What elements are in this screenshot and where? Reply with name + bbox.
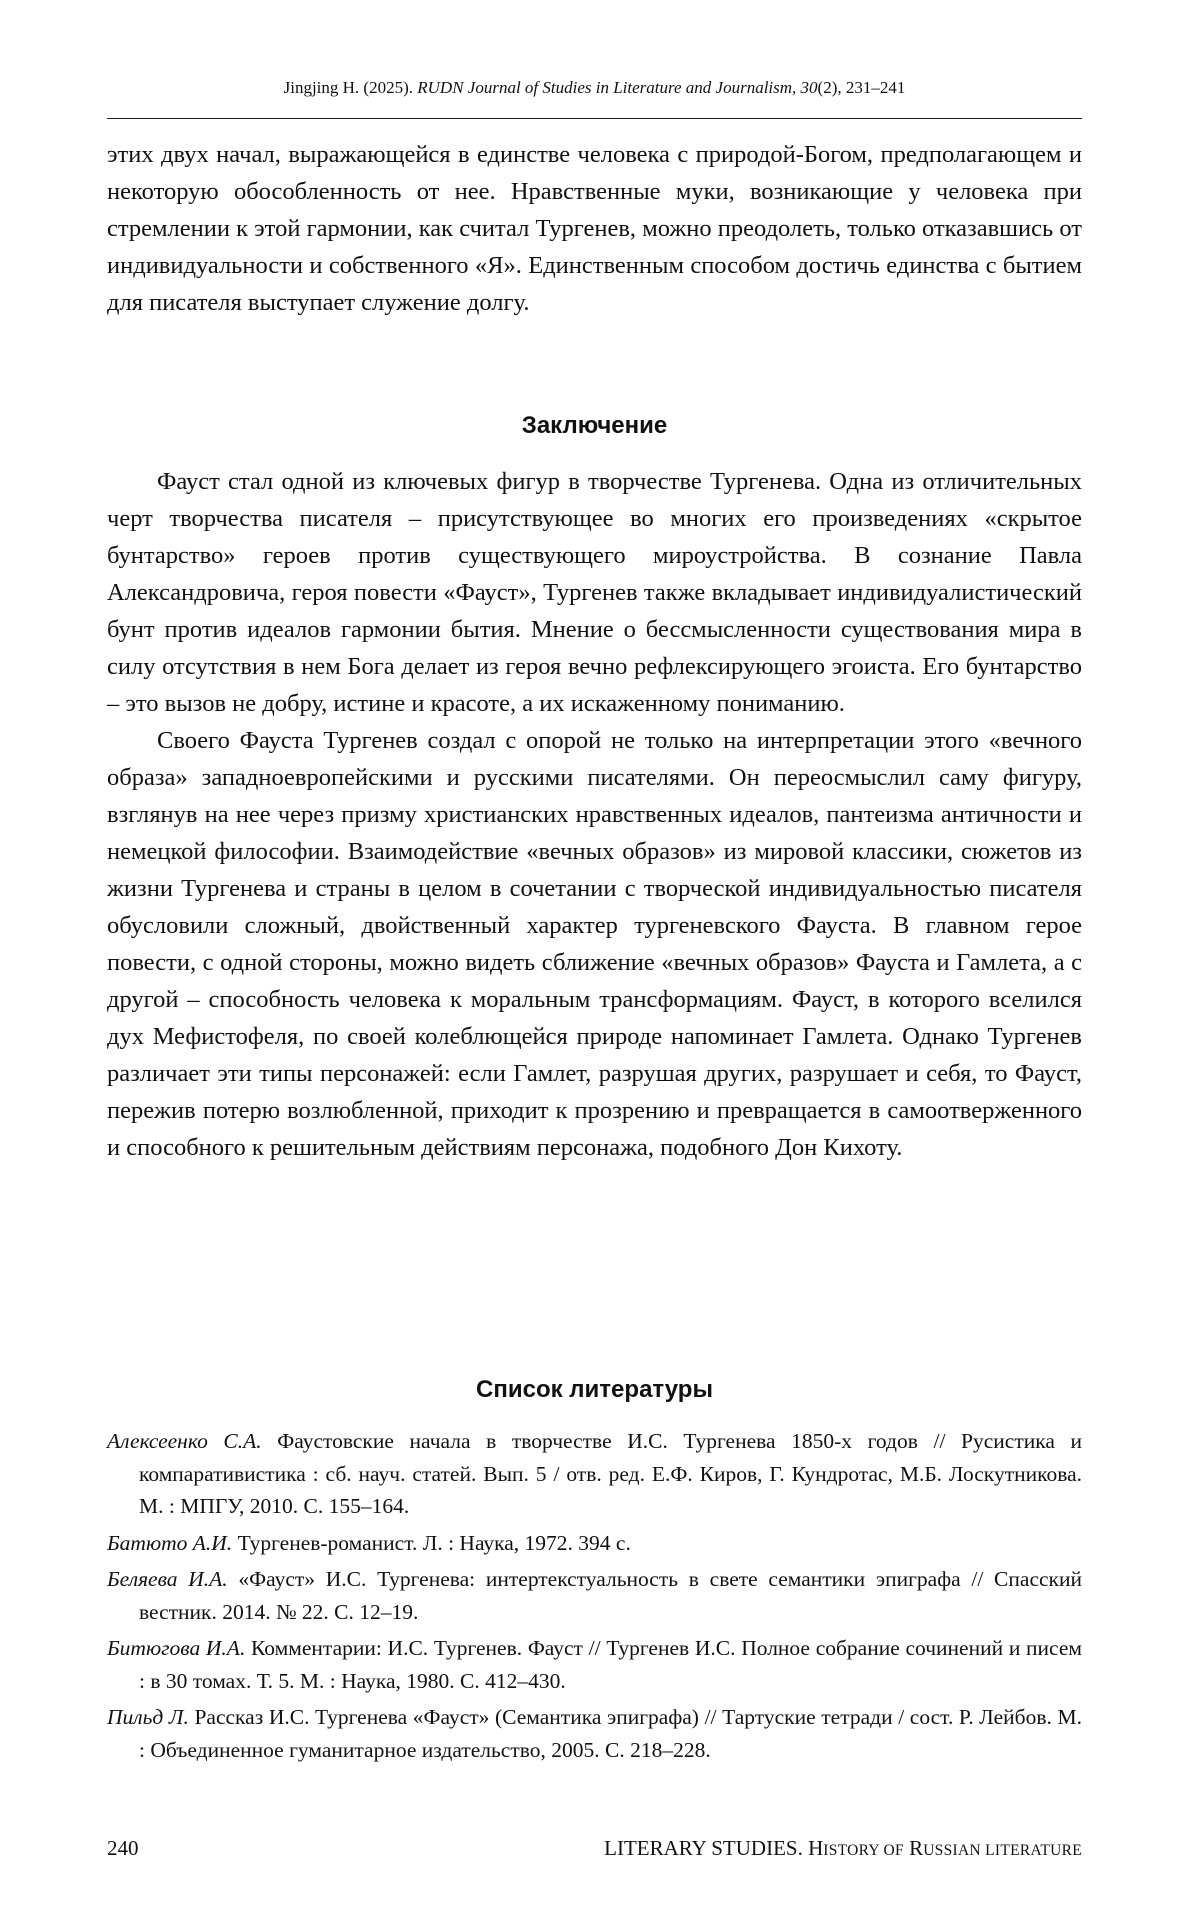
reference-author: Беляева И.А. <box>107 1567 228 1591</box>
reference-text: Рассказ И.С. Тургенева «Фауст» (Семантика эпиграфа) // Тартуские тетради / сост. Р. Лейбов. М. : Объединенное гуманитарное издательство, 2005. С. 218–228. <box>139 1705 1082 1762</box>
intro-text-block <box>107 136 1082 321</box>
section-cap-2: R <box>904 1836 923 1860</box>
reference-author: Битюгова И.А. <box>107 1636 245 1660</box>
conclusion-heading: Заключение <box>107 411 1082 441</box>
reference-text: «Фауст» И.С. Тургенева: интертекстуальность в свете семантики эпиграфа // Спасский вестник. 2014. № 22. С. 12–19. <box>139 1567 1082 1624</box>
reference-text: Фаустовские начала в творчестве И.С. Тургенева 1850-х годов // Русистика и компаративистика : сб. науч. статей. Вып. 5 / отв. ред. Е.Ф. Киров, Г. Кундротас, М.Б. Лоскутникова. М. : МПГУ, 2010. С. 155–164. <box>139 1429 1082 1518</box>
reference-author: Батюто А.И. <box>107 1531 232 1555</box>
conclusion-paragraph-1: Фауст стал одной из ключевых фигур в творчестве Тургенева. Одна из отличительных черт творчества писателя – присутствующее во многих его произведениях «скрытое бунтарство» героев против существующего мироустройства. В сознание Павла Александровича, героя повести «Фауст», Тургенев также вкладывает индивидуалистический бунт против идеалов гармонии бытия. Мнение о бессмысленности существования мира в силу отсутствия в нем Бога делает из героя вечно рефлексирующего эгоиста. Его бунтарство – это вызов не добру, истине и красоте, а их искаженному пониманию. <box>107 463 1082 722</box>
section-small-1: ISTORY OF <box>823 1842 904 1859</box>
conclusion-paragraph-2: Своего Фауста Тургенев создал с опорой не только на интерпретации этого «вечного образа» западноевропейскими и русскими писателями. Он переосмыслил саму фигуру, взглянув на нее через призму христианских нравственных идеалов, пантеизма античности и немецкой философии. Взаимодействие «вечных образов» из мировой классики, сюжетов из жизни Тургенева и страны в целом в сочетании с творческой индивидуальностью писателя обусловили сложный, двойственный характер тургеневского Фауста. В главном герое повести, с одной стороны, можно видеть сближение «вечных образов» Фауста и Гамлета, а с другой – способность человека к моральным трансформациям. Фауст, в которого вселился дух Мефистофеля, по своей колеблющейся природе напоминает Гамлета. Однако Тургенев различает эти типы персонажей: если Гамлет, разрушая других, разрушает и себя, то Фауст, пережив потерю возлюбленной, приходит к прозрению и превращается в самоотверженного и способного к решительным действиям персонажа, подобного Дон Кихоту. <box>107 722 1082 1166</box>
reference-author: Алексеенко С.А. <box>107 1429 262 1453</box>
reference-text: Комментарии: И.С. Тургенев. Фауст // Тургенев И.С. Полное собрание сочинений и писем : в 30 томах. Т. 5. М. : Наука, 1980. С. 412–430. <box>139 1636 1082 1693</box>
references-list <box>107 1425 1082 1770</box>
intro-paragraph: этих двух начал, выражающейся в единстве человека с природой-Богом, предполагающем и некоторую обособленность от нее. Нравственные муки, возникающие у человека при стремлении к этой гармонии, как считал Тургенев, можно преодолеть, только отказавшись от индивидуальности и собственного «Я». Единственным способом достичь единства с бытием для писателя выступает служение долгу. <box>107 136 1082 321</box>
header-rule <box>107 118 1082 119</box>
conclusion-text-block <box>107 463 1082 1166</box>
reference-item <box>107 1563 1082 1628</box>
reference-item <box>107 1425 1082 1523</box>
reference-item <box>107 1632 1082 1697</box>
section-main: LITERARY STUDIES. H <box>604 1836 823 1860</box>
reference-item <box>107 1701 1082 1766</box>
section-title <box>604 1836 1082 1861</box>
running-header <box>107 78 1082 98</box>
section-small-2: USSIAN LITERATURE <box>923 1842 1082 1859</box>
citation-prefix: Jingjing H. (2025). <box>284 78 418 97</box>
page-number: 240 <box>107 1836 139 1861</box>
reference-text: Тургенев-романист. Л. : Наука, 1972. 394 с. <box>232 1531 631 1555</box>
reference-author: Пильд Л. <box>107 1705 189 1729</box>
citation-suffix: (2), 231–241 <box>818 78 906 97</box>
references-heading: Список литературы <box>107 1375 1082 1405</box>
journal-page <box>0 0 1200 1906</box>
journal-title: RUDN Journal of Studies in Literature and Journalism, 30 <box>417 78 817 97</box>
reference-item <box>107 1527 1082 1560</box>
